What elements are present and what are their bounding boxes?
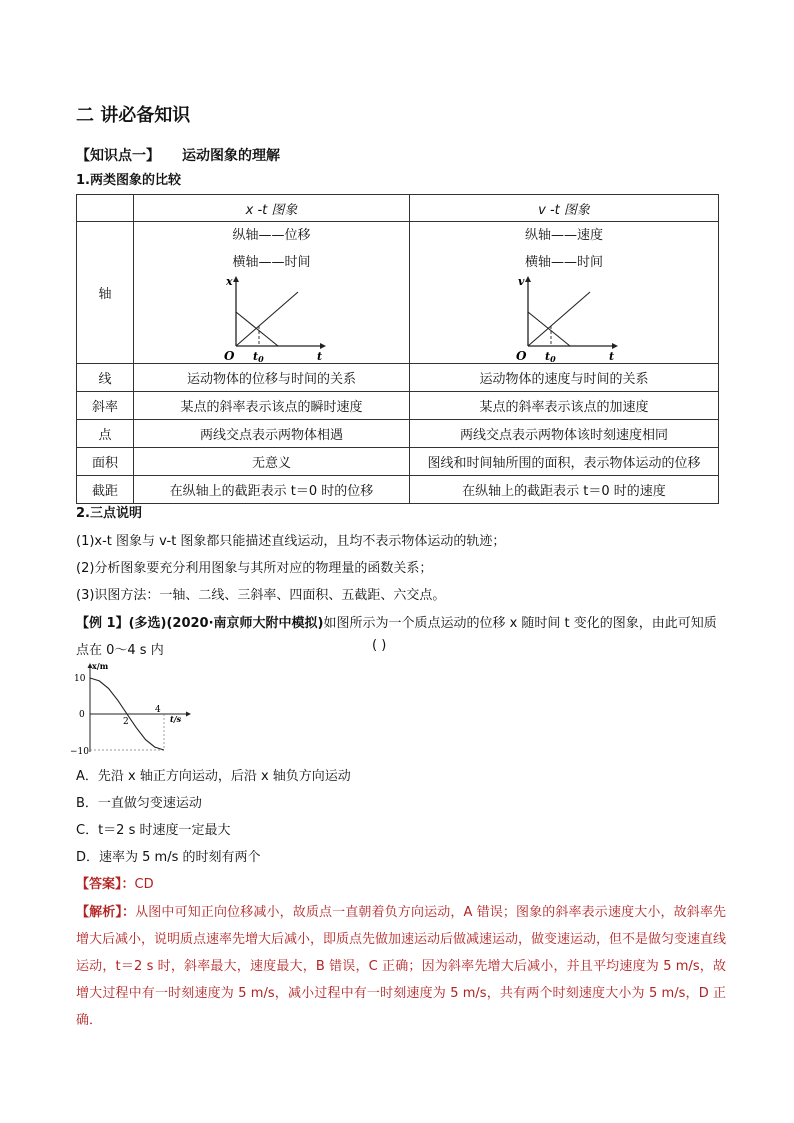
table-header-empty <box>77 195 134 222</box>
option-a: A．先沿 x 轴正方向运动，后沿 x 轴负方向运动 <box>76 769 351 784</box>
example-tick-x-4: 4 <box>155 705 161 715</box>
example-text: 如图所示为一个质点运动的位移 x 随时间 t 变化的图象，由此可知质点在 0～4 s 内 <box>76 616 717 658</box>
cell-intercept-vt: 在纵轴上的截距表示 t＝0 时的速度 <box>410 476 719 504</box>
option-d: D．速率为 5 m/s 的时刻有两个 <box>76 850 261 865</box>
row-label-slope: 斜率 <box>77 392 134 420</box>
table-header-vt: v -t 图象 <box>410 195 719 222</box>
cell-line-xt: 运动物体的位移与时间的关系 <box>134 364 410 392</box>
vt-x-label: t <box>609 350 615 362</box>
note-1: (1)x-t 图象与 v-t 图象都只能描述直线运动，且均不表示物体运动的轨迹； <box>76 534 506 549</box>
knowledge-point-title: 运动图象的理解 <box>182 148 280 164</box>
row-label-axis: 轴 <box>77 222 134 364</box>
cell-slope-xt: 某点的斜率表示该点的瞬时速度 <box>134 392 410 420</box>
comparison-table <box>76 194 719 504</box>
example-tick-x-2: 2 <box>123 717 129 727</box>
option-b: B．一直做匀变速运动 <box>76 796 202 811</box>
cell-point-vt: 两线交点表示两物体该时刻速度相同 <box>410 420 719 448</box>
cell-area-vt: 图线和时间轴所围的面积，表示物体运动的位移 <box>410 448 719 476</box>
example-x-label: t/s <box>170 714 182 724</box>
row-label-point: 点 <box>77 420 134 448</box>
row-label-intercept: 截距 <box>77 476 134 504</box>
axis-xt-horizontal: 横轴——时间 <box>232 255 311 270</box>
example-y-label: x/m <box>92 662 109 671</box>
xt-y-label: x <box>226 276 233 288</box>
example-tag: 【例 1】 <box>76 616 129 631</box>
cell-axis-xt <box>134 222 410 364</box>
analysis-paragraph <box>76 899 726 1034</box>
vt-t0-mark: t0 <box>545 350 556 362</box>
vt-mini-graph <box>514 276 634 362</box>
xt-x-label: t <box>317 350 323 362</box>
cell-point-xt: 两线交点表示两物体相遇 <box>134 420 410 448</box>
example-meta: (多选)(2020·南京师大附中模拟) <box>128 616 324 631</box>
example-tick-y-neg10: −10 <box>70 747 89 757</box>
subheading-notes: 2.三点说明 <box>76 506 142 521</box>
option-c: C．t＝2 s 时速度一定最大 <box>76 823 231 838</box>
analysis-label: 【解析】： <box>76 905 136 920</box>
axis-vt-horizontal: 横轴——时间 <box>524 255 603 270</box>
cell-intercept-xt: 在纵轴上的截距表示 t＝0 时的位移 <box>134 476 410 504</box>
subheading-comparison: 1.两类图象的比较 <box>76 173 181 188</box>
axis-vt-vertical: 纵轴——速度 <box>524 228 603 243</box>
example-tick-y-10: 10 <box>74 674 86 684</box>
knowledge-point-heading <box>76 145 280 165</box>
row-label-line: 线 <box>77 364 134 392</box>
cell-slope-vt: 某点的斜率表示该点的加速度 <box>410 392 719 420</box>
answer-label: 【答案】： <box>76 877 135 892</box>
cell-area-xt: 无意义 <box>134 448 410 476</box>
cell-line-vt: 运动物体的速度与时间的关系 <box>410 364 719 392</box>
section-title: 二 讲必备知识 <box>76 105 191 126</box>
table-header-xt: x -t 图象 <box>134 195 410 222</box>
answer-line <box>76 873 154 892</box>
analysis-text: 从图中可知正向位移减小，故质点一直朝着负方向运动，A 错误；图象的斜率表示速度大小，故斜率先增大后减小，说明质点速率先增大后减小，即质点先做加速运动后做减速运动，做变速运动，但不是做匀变速直线运动，t＝2 s 时，斜率最大，速度最大，B 错误，C 正确；因为斜率先增大后减小，并且平均速度为 5 m/s，故增大过程中有一时刻速度为 5 m/s，减小过程中有一时刻速度为 5 m/s，共有两个时刻速度大小为 5 m/s，D 正确． <box>76 905 727 1028</box>
knowledge-point-tag: 【知识点一】 <box>76 148 160 164</box>
axis-xt-vertical: 纵轴——位移 <box>232 228 311 243</box>
answer-value: CD <box>134 877 154 892</box>
xt-t0-mark: t0 <box>253 350 264 362</box>
cell-axis-vt <box>410 222 719 364</box>
example-question <box>76 610 726 664</box>
vt-origin: O <box>516 349 527 362</box>
note-2: (2)分析图象要充分利用图象与其所对应的物理量的函数关系； <box>76 561 433 576</box>
example-xt-chart <box>70 662 200 758</box>
note-3: (3)识图方法：一轴、二线、三斜率、四面积、五截距、六交点。 <box>76 588 446 603</box>
xt-mini-graph <box>222 276 342 362</box>
vt-y-label: v <box>518 276 525 288</box>
answer-parentheses: ( ) <box>372 638 387 653</box>
xt-origin: O <box>224 349 235 362</box>
example-tick-y-0: 0 <box>79 710 85 720</box>
row-label-area: 面积 <box>77 448 134 476</box>
